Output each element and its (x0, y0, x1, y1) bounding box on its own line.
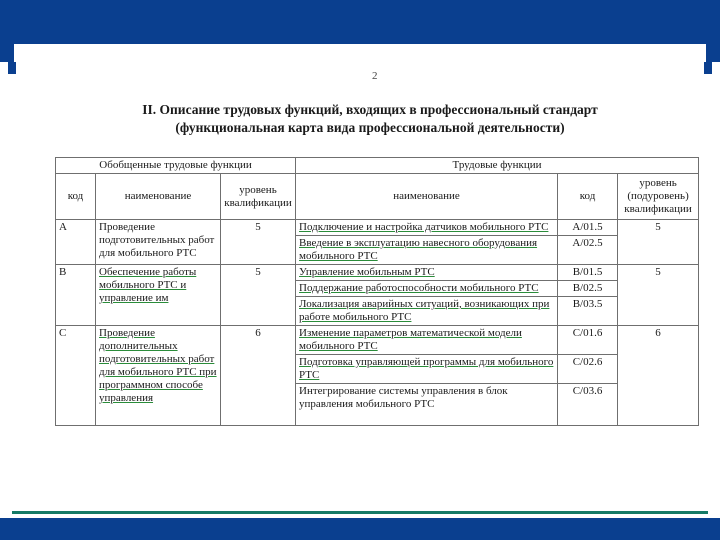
function-name: Управление мобильным РТС (296, 265, 558, 281)
group-level: 6 (221, 326, 296, 426)
left-corner-mark (8, 62, 16, 74)
functional-map-table (55, 157, 699, 426)
function-code: C/02.6 (558, 355, 618, 384)
function-code: B/02.5 (558, 281, 618, 297)
header-white-strip (14, 44, 706, 68)
page-number: 2 (372, 70, 378, 82)
title-line-1: II. Описание трудовых функций, входящих в профессиональный стандарт (142, 102, 598, 117)
footer-green-line (12, 511, 708, 514)
function-name: Интегрирование системы управления в блок управления мобильного РТС (296, 384, 558, 426)
header-labor-functions: Трудовые функции (296, 158, 699, 174)
table-row (56, 326, 699, 355)
header-level: уровень квалификации (221, 174, 296, 220)
function-code: C/03.6 (558, 384, 618, 426)
title-line-2: (функциональная карта вида профессиональной деятельности) (175, 120, 565, 135)
group-name: Проведение дополнительных подготовительных работ для мобильного РТС при программном способе управления (96, 326, 221, 426)
function-code: C/01.6 (558, 326, 618, 355)
table-row (56, 220, 699, 236)
footer-band (0, 518, 720, 540)
group-name: Проведение подготовительных работ для мобильного РТС (96, 220, 221, 265)
function-sublevel: 5 (618, 220, 699, 265)
group-code: В (56, 265, 96, 326)
header-row-2 (56, 174, 699, 220)
function-name: Подготовка управляющей программы для мобильного РТС (296, 355, 558, 384)
header-generalized: Обобщенные трудовые функции (56, 158, 296, 174)
group-code: С (56, 326, 96, 426)
function-name: Подключение и настройка датчиков мобильного РТС (296, 220, 558, 236)
function-code: B/01.5 (558, 265, 618, 281)
page-title (110, 101, 630, 137)
function-code: A/01.5 (558, 220, 618, 236)
function-sublevel: 5 (618, 265, 699, 326)
header-name: наименование (96, 174, 221, 220)
header-code: код (56, 174, 96, 220)
function-code: A/02.5 (558, 236, 618, 265)
header-code-2: код (558, 174, 618, 220)
header-sublevel: уровень (подуровень) квалификации (618, 174, 699, 220)
function-code: B/03.5 (558, 297, 618, 326)
function-name: Локализация аварийных ситуаций, возникающих при работе мобильного РТС (296, 297, 558, 326)
group-level: 5 (221, 220, 296, 265)
right-corner-mark (704, 62, 712, 74)
header-row-1 (56, 158, 699, 174)
function-name: Поддержание работоспособности мобильного РТС (296, 281, 558, 297)
group-code: А (56, 220, 96, 265)
group-name: Обеспечение работы мобильного РТС и управление им (96, 265, 221, 326)
function-sublevel: 6 (618, 326, 699, 426)
function-name: Введение в эксплуатацию навесного оборудования мобильного РТС (296, 236, 558, 265)
header-name-2: наименование (296, 174, 558, 220)
table-row (56, 265, 699, 281)
group-level: 5 (221, 265, 296, 326)
function-name: Изменение параметров математической модели мобильного РТС (296, 326, 558, 355)
